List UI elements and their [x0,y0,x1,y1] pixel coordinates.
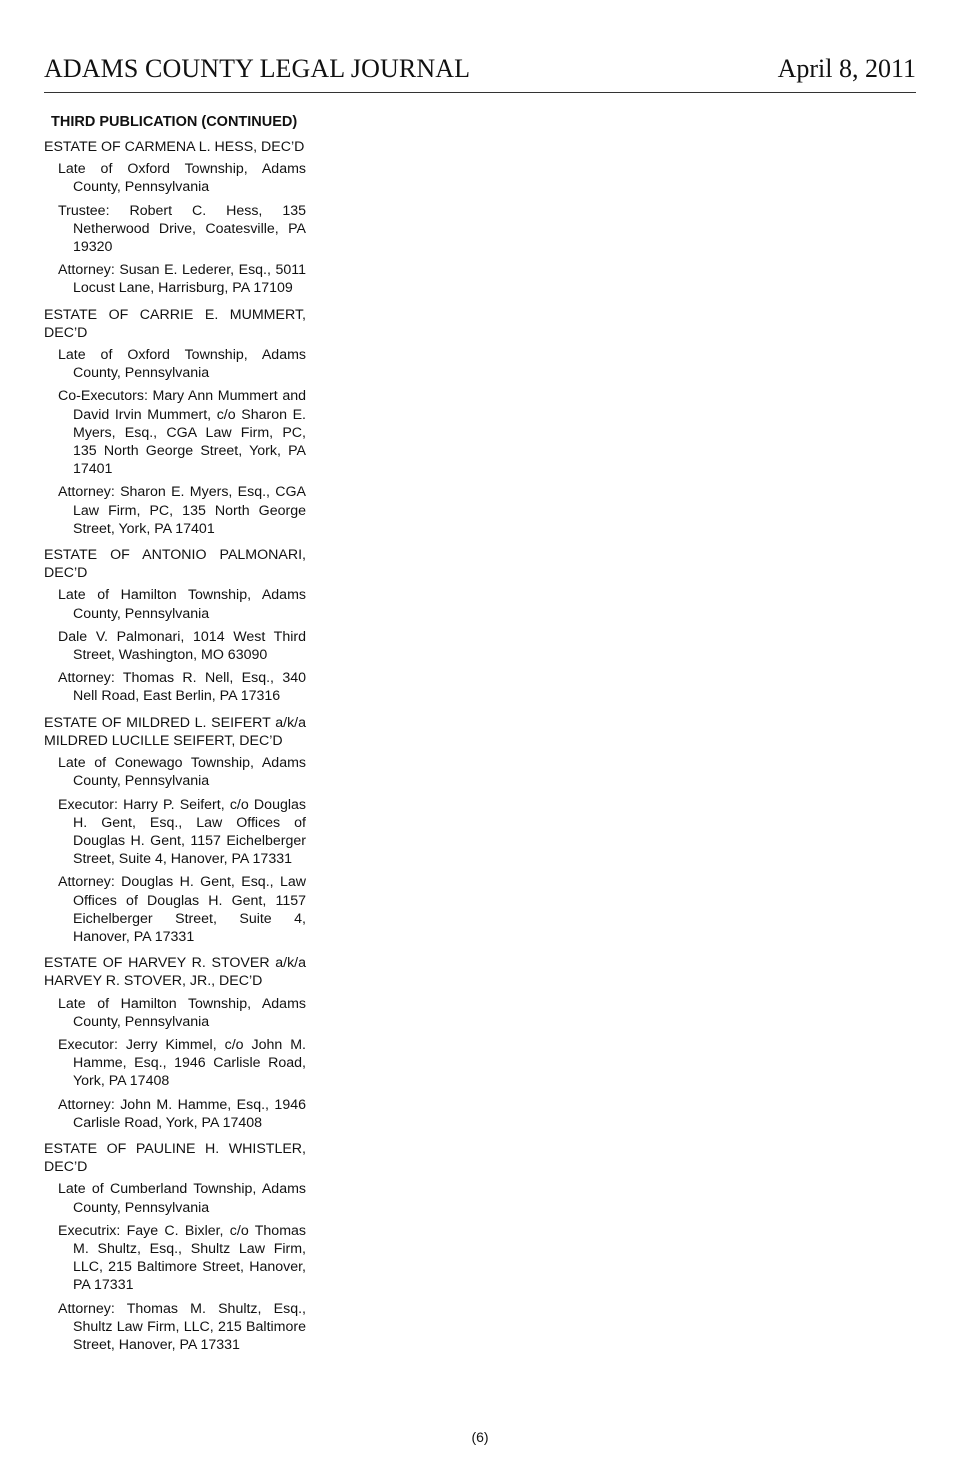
estate-detail: Late of Hamilton Township, Adams County, Pennsylvania [58,587,306,622]
estate-name: ESTATE OF PAULINE H. WHISTLER, DEC’D [44,1140,306,1176]
estate-name: ESTATE OF MILDRED L. SEIFERT a/k/a MILDRED LUCILLE SEIFERT, DEC’D [44,714,306,749]
estate-detail: Executor: Jerry Kimmel, c/o John M. Hamme, Esq., 1946 Carlisle Road, York, PA 17408 [58,1036,306,1090]
section-title: THIRD PUBLICATION (CONTINUED) [51,114,298,130]
estate-detail: Attorney: John M. Hamme, Esq., 1946 Carlisle Road, York, PA 17408 [58,1096,306,1131]
estate-notice [44,138,306,298]
estate-detail: Dale V. Palmonari, 1014 West Third Street, Washington, MO 63090 [58,628,306,664]
journal-title: ADAMS COUNTY LEGAL JOURNAL [44,54,471,83]
notices-column [44,113,306,1362]
estate-detail: Late of Cumberland Township, Adams County, Pennsylvania [58,1181,306,1216]
estates-list [44,138,306,1354]
page-number: (6) [471,1429,489,1445]
estate-name: ESTATE OF HARVEY R. STOVER a/k/a HARVEY R. STOVER, JR., DEC’D [44,955,306,990]
estate-detail: Attorney: Sharon E. Myers, Esq., CGA Law Firm, PC, 135 North George Street, York, PA 17401 [58,484,306,537]
estate-notice [44,714,306,946]
estate-name: ESTATE OF CARMENA L. HESS, DEC’D [44,139,305,155]
estate-detail: Late of Oxford Township, Adams County, Pennsylvania [58,161,306,196]
estate-name: ESTATE OF ANTONIO PALMONARI, DEC’D [44,547,306,582]
estate-notice [44,1140,306,1354]
estate-detail: Late of Oxford Township, Adams County, Pennsylvania [58,347,306,382]
estate-notice [44,546,306,706]
estate-detail: Co-Executors: Mary Ann Mummert and David Irvin Mummert, c/o Sharon E. Myers, Esq., CGA Law Firm, PC, 135 North George Street, York, PA 17401 [58,388,306,478]
estate-detail: Executor: Harry P. Seifert, c/o Douglas H. Gent, Esq., Law Offices of Douglas H. Gent, 1157 Eichelberger Street, Suite 4, Hanover, PA 17331 [58,796,306,868]
estate-detail: Attorney: Douglas H. Gent, Esq., Law Offices of Douglas H. Gent, 1157 Eichelberger Street, Suite 4, Hanover, PA 17331 [58,874,306,945]
page-header [44,52,916,93]
estate-detail: Attorney: Thomas R. Nell, Esq., 340 Nell Road, East Berlin, PA 17316 [58,670,306,705]
estate-notice [44,306,306,538]
estate-detail: Late of Hamilton Township, Adams County, Pennsylvania [58,995,306,1030]
issue-date: April 8, 2011 [777,54,916,83]
estate-name: ESTATE OF CARRIE E. MUMMERT, DEC’D [44,306,306,341]
estate-detail: Executrix: Faye C. Bixler, c/o Thomas M. Shultz, Esq., Shultz Law Firm, LLC, 215 Baltimore Street, Hanover, PA 17331 [58,1222,306,1294]
estate-notice [44,954,306,1132]
estate-detail: Attorney: Susan E. Lederer, Esq., 5011 Locust Lane, Harrisburg, PA 17109 [58,262,306,297]
estate-detail: Attorney: Thomas M. Shultz, Esq., Shultz Law Firm, LLC, 215 Baltimore Street, Hanover, PA 17331 [58,1300,306,1353]
estate-detail: Trustee: Robert C. Hess, 135 Netherwood Drive, Coatesville, PA 19320 [58,202,306,256]
estate-detail: Late of Conewago Township, Adams County, Pennsylvania [58,755,306,790]
